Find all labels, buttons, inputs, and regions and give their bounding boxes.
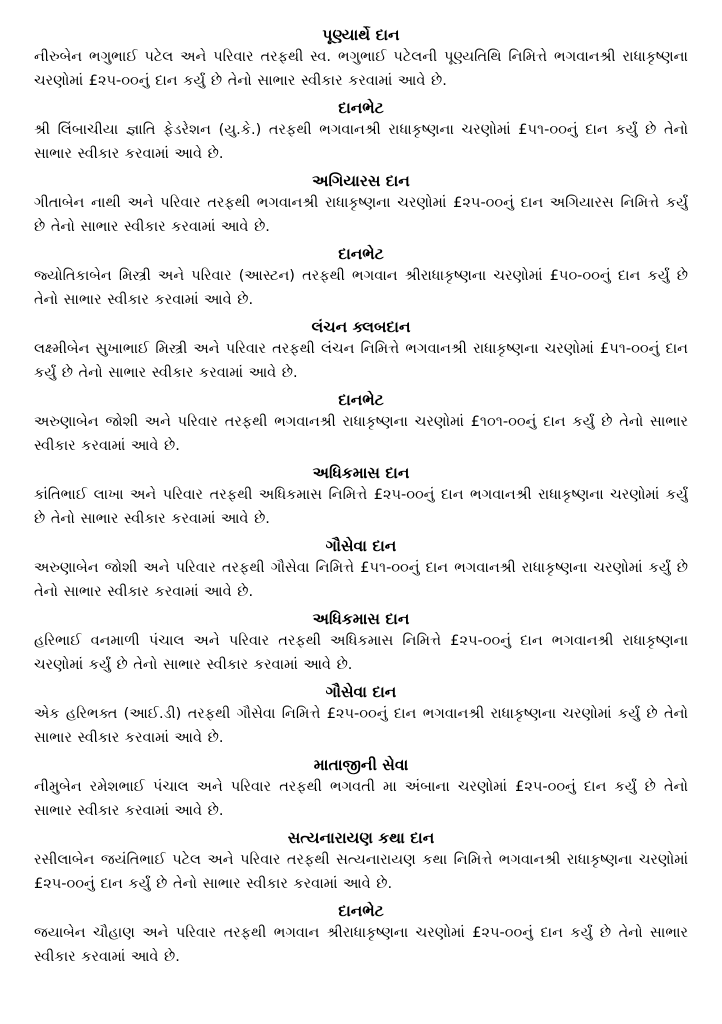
section-heading: માતાજીની સેવા [313,756,409,774]
section-text: હરિભાઈ વનમાળી પંચાલ અને પરિવાર તરફથી અધિકમાસ નિમિત્તે £૨૫-૦૦નું દાન ભગવાનશ્રી રાધાકૃષ્ણના ચરણોમાં કર્યું છે તેનો સાભાર સ્વીકાર કરવામાં આવે છે. [34,633,688,673]
section-heading: દાનભેટ [338,99,384,117]
donation-entry [34,609,688,677]
section-heading: ગૌસેવા દાન [325,537,397,555]
section-heading: અધિકમાસ દાન [312,610,410,628]
donation-entry [34,98,688,166]
section-heading: દાનભેટ [338,902,384,920]
donation-entry [34,171,688,239]
donation-entry [34,463,688,531]
section-text: લક્ષ્મીબેન સુખાભાઈ મિસ્ત્રી અને પરિવાર તરફથી લંચન નિમિત્તે ભગવાનશ્રી રાધાકૃષ્ણના ચરણોમાં £૫૧-૦૦નું દાન કર્યું છે તેનો સાભાર સ્વીકાર કરવામાં આવે છે. [34,341,688,381]
section-heading: દાનભેટ [338,245,384,263]
section-heading: સત્યનારાયણ કથા દાન [287,829,435,847]
section-text: શ્રી લિંબાચીયા જ્ઞાતિ ફેડરેશન (યુ.કે.) તરફથી ભગવાનશ્રી રાધાકૃષ્ણના ચરણોમાં £૫૧-૦૦નું દાન કર્યું છે તેનો સાભાર સ્વીકાર કરવામાં આવે છે. [34,122,688,162]
donation-entry [34,828,688,896]
section-text: અરુણાબેન જોશી અને પરિવાર તરફથી ગૌસેવા નિમિત્તે £૫૧-૦૦નું દાન ભગવાનશ્રી રાધાકૃષ્ણના ચરણોમાં કર્યું છે તેનો સાભાર સ્વીકાર કરવામાં આવે છે. [34,560,688,600]
section-heading: પૂણ્યાર્થે દાન [322,26,400,44]
donation-entry [34,390,688,458]
section-text: નીમુબેન રમેશભાઈ પંચાલ અને પરિવાર તરફથી ભગવતી મા અંબાના ચરણોમાં £૨૫-૦૦નું દાન કર્યું છે તેનો સાભાર સ્વીકાર કરવામાં આવે છે. [34,779,688,819]
section-text: રસીલાબેન જયંતિભાઈ પટેલ અને પરિવાર તરફથી સત્યનારાયણ કથા નિમિત્તે ભગવાનશ્રી રાધાકૃષ્ણના ચરણોમાં £૨૫-૦૦નું દાન કર્યું છે તેનો સાભાર સ્વીકાર કરવામાં આવે છે. [34,852,688,892]
donation-entry [34,244,688,312]
section-heading: દાનભેટ [338,391,384,409]
section-text: એક હરિભક્ત (આઈ.ડી) તરફથી ગૌસેવા નિમિત્તે £૨૫-૦૦નું દાન ભગવાનશ્રી રાધાકૃષ્ણના ચરણોમાં કર્યું છે તેનો સાભાર સ્વીકાર કરવામાં આવે છે. [34,706,688,746]
section-text: ગીતાબેન નાથી અને પરિવાર તરફથી ભગવાનશ્રી રાધાકૃષ્ણના ચરણોમાં £૨૫-૦૦નું દાન અગિયારસ નિમિત્તે કર્યું છે તેનો સાભાર સ્વીકાર કરવામાં આવે છે. [34,195,688,235]
section-text: જયાબેન ચૌહાણ અને પરિવાર તરફથી ભગવાન શ્રીરાધાકૃષ્ણના ચરણોમાં £૨૫-૦૦નું દાન કર્યું છે તેનો સાભાર સ્વીકાર કરવામાં આવે છે. [34,925,688,965]
donation-entry [34,755,688,823]
section-text: કાંતિભાઈ લાખા અને પરિવાર તરફથી અધિકમાસ નિમિત્તે £૨૫-૦૦નું દાન ભગવાનશ્રી રાધાકૃષ્ણના ચરણોમાં કર્યું છે તેનો સાભાર સ્વીકાર કરવામાં આવે છે. [34,487,688,527]
section-text: નીરુબેન ભગુભાઈ પટેલ અને પરિવાર તરફથી સ્વ. ભગુભાઈ પટેલની પૂણ્યતિથિ નિમિત્તે ભગવાનશ્રી રાધાકૃષ્ણના ચરણોમાં £૨૫-૦૦નું દાન કર્યું છે તેનો સાભાર સ્વીકાર કરવામાં આવે છે. [34,49,688,89]
section-heading: અગિયારસ દાન [312,172,410,190]
donation-entry [34,901,688,969]
section-text: જ્યોતિકાબેન મિસ્ત્રી અને પરિવાર (આસ્ટન) તરફથી ભગવાન શ્રીરાધાકૃષ્ણના ચરણોમાં £૫૦-૦૦નું દાન કર્યું છે તેનો સાભાર સ્વીકાર કરવામાં આવે છે. [34,268,688,308]
section-heading: અધિકમાસ દાન [312,464,410,482]
donation-entry [34,317,688,385]
section-text: અરુણાબેન જોશી અને પરિવાર તરફથી ભગવાનશ્રી રાધાકૃષ્ણના ચરણોમાં £૧૦૧-૦૦નું દાન કર્યું છે તેનો સાભાર સ્વીકાર કરવામાં આવે છે. [34,414,688,454]
donation-entry [34,25,688,93]
donation-entry [34,536,688,604]
section-heading: ગૌસેવા દાન [325,683,397,701]
section-heading: લંચન ક્લબદાન [311,318,411,336]
donation-entry [34,682,688,750]
